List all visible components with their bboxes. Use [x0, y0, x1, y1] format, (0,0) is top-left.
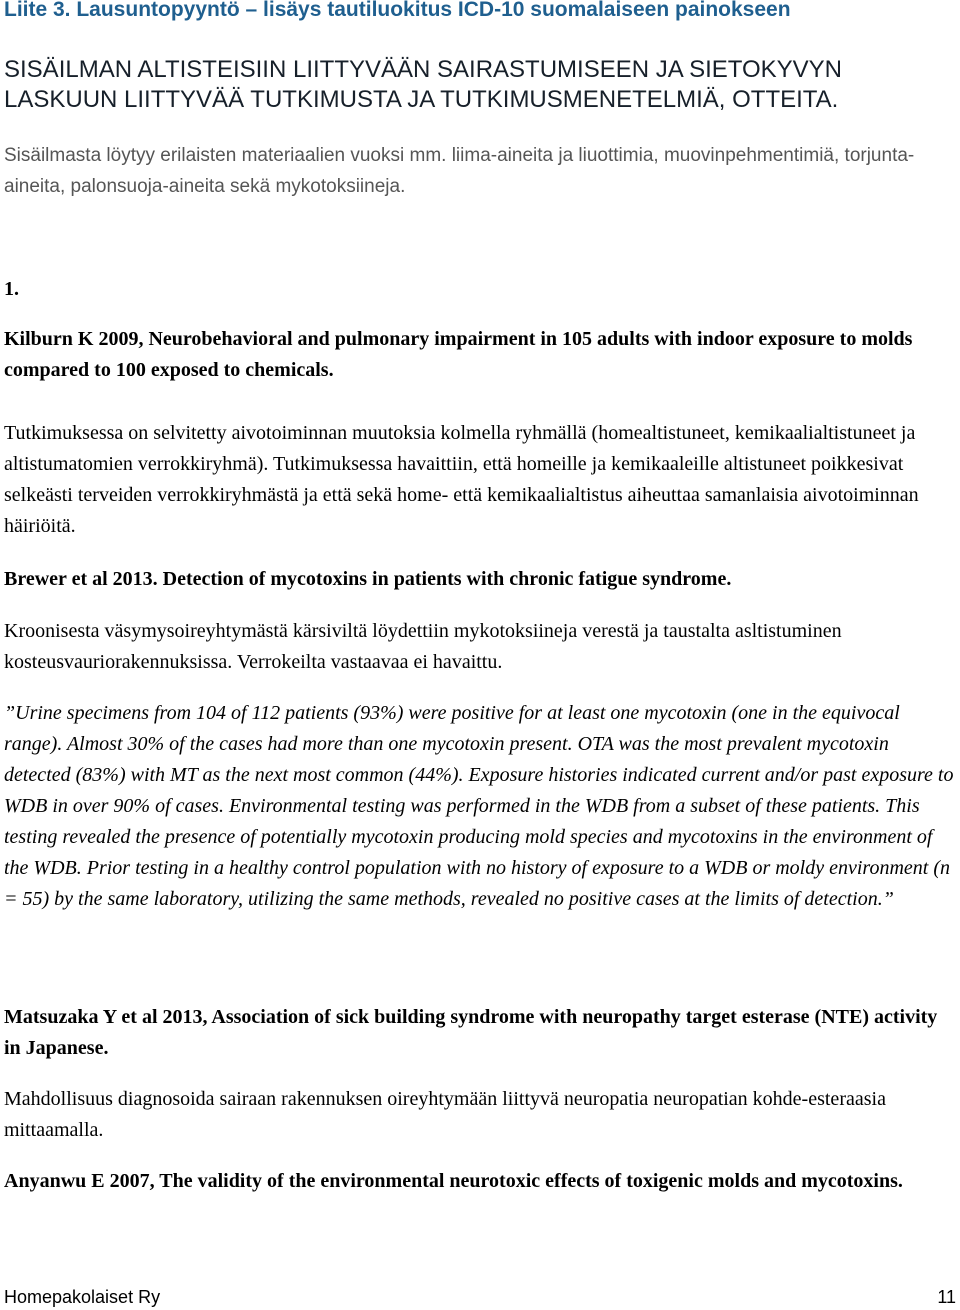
appendix-title: Liite 3. Lausuntopyyntö – lisäys tautiluokitus ICD-10 suomalaiseen painokseen: [4, 0, 791, 21]
citation-matsuzaka: Matsuzaka Y et al 2013, Association of sick building syndrome with neuropathy target esterase (NTE) activity in Japanese.: [4, 1006, 938, 1059]
citation-brewer: Brewer et al 2013. Detection of mycotoxins in patients with chronic fatigue syndrome.: [4, 568, 732, 590]
summary-brewer: Kroonisesta väsymysoireyhtymästä kärsiviltä löydettiin mykotoksiineja verestä ja taustalta asltistuminen kosteusvauriorakennuksissa. Verrokeilta vastaavaa ei havaittu.: [4, 620, 842, 673]
section-number: 1.: [4, 278, 19, 300]
footer-organization: Homepakolaiset Ry: [4, 1287, 161, 1307]
footer-page-number: 11: [937, 1287, 956, 1307]
summary-kilburn: Tutkimuksessa on selvitetty aivotoiminnan muutoksia kolmella ryhmällä (homealtistuneet, kemikaalialtistuneet ja altistumatomien verrokkiryhmä). Tutkimuksessa havaittiin, että homeille ja kemikaaleille altistuneet poikkesivat selkeästi terveiden verrokkiryhmästä ja että sekä home- että kemikaalialtistus aiheuttaa samanlaisia aivotoiminnan häiriöitä.: [4, 422, 919, 537]
summary-matsuzaka: Mahdollisuus diagnosoida sairaan rakennuksen oireyhtymään liittyvä neuropatia neuropatian kohde-esteraasia mittaamalla.: [4, 1088, 886, 1141]
document-page: [4, 0, 956, 1310]
intro-paragraph: Sisäilmasta löytyy erilaisten materiaalien vuoksi mm. liima-aineita ja liuottimia, muovinpehmentimiä, torjunta-aineita, palonsuoja-aineita sekä mykotoksiineja.: [4, 145, 915, 197]
citation-kilburn: Kilburn K 2009, Neurobehavioral and pulmonary impairment in 105 adults with indoor exposure to molds compared to 100 exposed to chemicals.: [4, 328, 913, 381]
subject-heading: SISÄILMAN ALTISTEISIIN LIITTYVÄÄN SAIRASTUMISEEN JA SIETOKYVYN LASKUUN LIITTYVÄÄ TUTKIMUSTA JA TUTKIMUSMENETELMIÄ, OTTEITA.: [4, 56, 843, 113]
citation-anyanwu: Anyanwu E 2007, The validity of the environmental neurotoxic effects of toxigenic molds and mycotoxins.: [4, 1170, 903, 1192]
quote-brewer: ”Urine specimens from 104 of 112 patients (93%) were positive for at least one mycotoxin (one in the equivocal range). Almost 30% of the cases had more than one mycotoxin present. OTA was the most prevalent mycotoxin detected (83%) with MT as the next most common (44%). Exposure histories indicated current and/or past exposure to WDB in over 90% of cases. Environmental testing was performed in the WDB from a subset of these patients. This testing revealed the presence of potentially mycotoxin producing mold species and mycotoxins in the environment of the WDB. Prior testing in a healthy control population with no history of exposure to a WDB or moldy environment (n = 55) by the same laboratory, utilizing the same methods, revealed no positive cases at the limits of detection.”: [4, 702, 954, 910]
